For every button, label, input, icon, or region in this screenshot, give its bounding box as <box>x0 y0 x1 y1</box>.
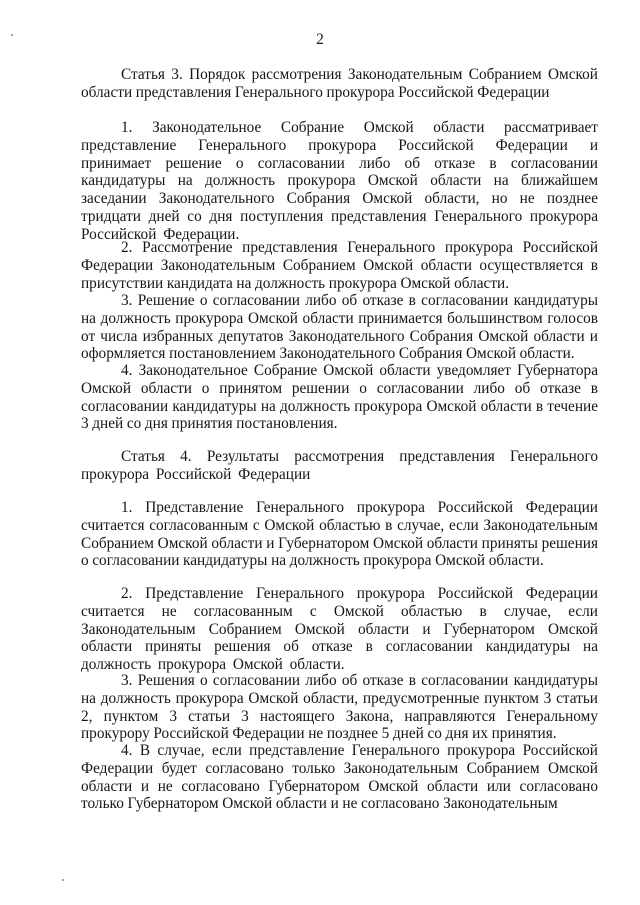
article-3-paragraph-2: 2. Рассмотрение представления Генерального прокурора Российской Федерации Законодательным Собранием Омской области осуществляется в присутствии кандидата на должность прокурора Омской области. <box>81 239 598 292</box>
article-3-paragraph-4: 4. Законодательное Собрание Омской области уведомляет Губернатора Омской области о принятом решении о согласовании либо об отказе в согласовании кандидатуры на должность прокурора Омской области в течение 3 дней со дня принятия постановления. <box>81 362 598 433</box>
article-4-heading: Статья 4. Результаты рассмотрения представления Генерального прокурора Российской Федерации <box>81 448 598 483</box>
scan-speck <box>62 879 64 881</box>
article-4-paragraph-1: 1. Представление Генерального прокурора Российской Федерации считается согласованным с Омской областью в случае, если Законодательным Собранием Омской области и Губернатором Омской области приняты решения о согласовании кандидатуры на должность прокурора Омской области. <box>81 499 598 570</box>
page-number: 2 <box>316 31 324 48</box>
article-3-paragraph-1: 1. Законодательное Собрание Омской области рассматривает представление Генерального прокурора Российской Федерации и принимает решение о согласовании либо об отказе в согласовании кандидатуры на должность прокурора Омской области на ближайшем заседании Законодательного Собрания Омской области, но не позднее тридцати дней со дня поступления представления Генерального прокурора Российской Федерации. <box>81 119 598 243</box>
article-4-paragraph-4: 4. В случае, если представление Генерального прокурора Российской Федерации будет согласовано только Законодательным Собранием Омской области и не согласовано Губернатором Омской области или согласовано только Губернатором Омской области и не согласовано Законодательным <box>81 742 598 813</box>
article-4-paragraph-2: 2. Представление Генерального прокурора Российской Федерации считается не согласованным с Омской областью в случае, если Законодательным Собранием Омской области и Губернатором Омской области приняты решения об отказе в согласовании кандидатуры на должность прокурора Омской области. <box>81 585 598 674</box>
article-4-paragraph-3: 3. Решения о согласовании либо об отказе в согласовании кандидатуры на должность прокурора Омской области, предусмотренные пунктом 3 статьи 2, пунктом 3 статьи 3 настоящего Закона, направляются Генеральному прокурору Российской Федерации не позднее 5 дней со дня их принятия. <box>81 672 598 743</box>
article-3-paragraph-3: 3. Решение о согласовании либо об отказе в согласовании кандидатуры на должность прокурора Омской области принимается большинством голосов от числа избранных депутатов Законодательного Собрания Омской области и оформляется постановлением Законодательного Собрания Омской области. <box>81 292 598 363</box>
scan-speck <box>11 34 13 36</box>
article-3-heading: Статья 3. Порядок рассмотрения Законодательным Собранием Омской области представления Генерального прокурора Российской Федерации <box>81 66 598 101</box>
